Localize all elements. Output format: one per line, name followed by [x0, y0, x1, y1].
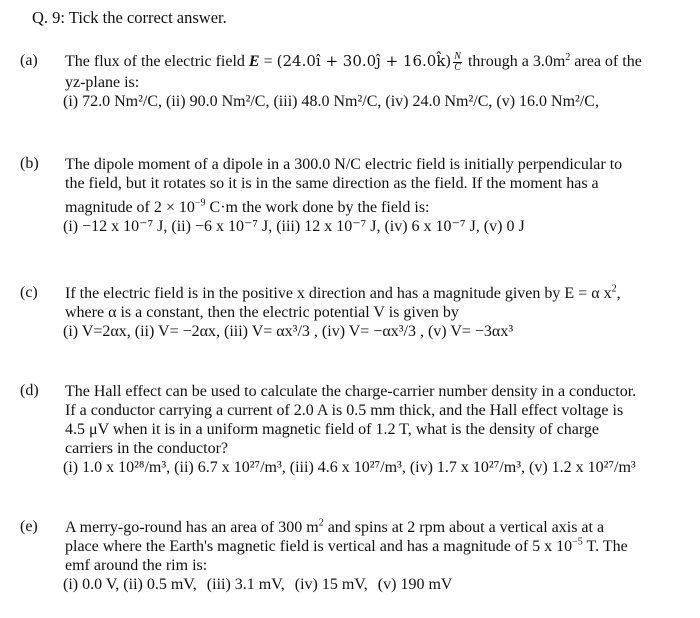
question-d-text	[65, 382, 690, 477]
question-e-line1-pre: A merry-go-round has an area of 300 m	[65, 519, 319, 536]
question-b-line2: the field, but it rotates so it is in the same direction as the field. If the moment has a	[65, 175, 599, 192]
question-c-line1	[65, 284, 690, 303]
question-d-line3: 4.5 μV when it is in a uniform magnetic field of 1.2 T, what is the density of charge	[65, 421, 599, 438]
field-exponent-e: −5	[572, 536, 583, 548]
question-a-line1-post: through a 3.0m	[463, 53, 566, 71]
question-a-line2: yz-plane is:	[65, 74, 140, 91]
question-e-line2	[65, 537, 690, 556]
question-c-label: (c)	[20, 284, 38, 301]
question-b-options: (i) −12 x 10⁻⁷ J, (ii) −6 x 10⁻⁷ J, (iii) 12 x 10⁻⁷ J, (iv) 6 x 10⁻⁷ J, (v) 0 J	[63, 218, 525, 235]
question-e-option-iii: (iii) 3.1 mV,	[206, 576, 285, 593]
question-d-line4: carriers in the conductor?	[65, 440, 229, 457]
question-d-line1: The Hall effect can be used to calculate the charge-carrier number density in a conductor.	[65, 383, 637, 400]
question-a-line1	[65, 52, 690, 73]
question-c-line1-pre: If the electric field is in the positive x direction and has a magnitude given by E = α x	[65, 285, 612, 302]
equals-sign: =	[259, 53, 277, 71]
question-a-options: (i) 72.0 Nm²/C, (ii) 90.0 Nm²/C, (iii) 48.0 Nm²/C, (iv) 24.0 Nm²/C, (v) 16.0 Nm²/C,	[63, 93, 599, 110]
question-e-options	[63, 575, 690, 594]
question-e-line3: emf around the rim is:	[65, 557, 208, 574]
question-b-line3-pre: magnitude of 2 × 10	[65, 199, 195, 216]
question-b-line3	[65, 198, 690, 217]
field-exponent: 2	[611, 283, 617, 295]
question-a-text	[65, 52, 690, 111]
question-c-line1-post: ,	[616, 285, 621, 302]
question-d-options: (i) 1.0 x 10²⁸/m³, (ii) 6.7 x 10²⁷/m³, (iii) 4.6 x 10²⁷/m³, (iv) 1.7 x 10²⁷/m³, (v) 1.2 x 10²⁷/m³	[63, 459, 636, 476]
area-exponent-e: 2	[318, 517, 324, 529]
question-e-line1-post: and spins at 2 rpm about a vertical axis at a	[323, 519, 605, 536]
question-d-label: (d)	[20, 382, 39, 399]
question-e-line2-pre: place where the Earth's magnetic field is vertical and has a magnitude of 5 x 10	[65, 538, 573, 555]
question-e-option-iv: (iv) 15 mV,	[294, 576, 368, 593]
question-header: Q. 9: Tick the correct answer.	[32, 8, 227, 27]
question-b-line1: The dipole moment of a dipole in a 300.0 N/C electric field is initially perpendicular to	[65, 156, 623, 173]
question-e-option-group-1: (i) 0.0 V, (ii) 0.5 mV,	[63, 576, 197, 593]
question-c-text	[65, 284, 690, 341]
question-b-line3-post: C·m the work done by the field is:	[205, 199, 430, 216]
question-e-text	[65, 518, 690, 594]
question-e-line2-post: T. The	[582, 538, 628, 555]
field-vector: (24.0î + 30.0ĵ + 16.0k̂)	[276, 52, 452, 71]
question-a-label: (a)	[20, 52, 38, 69]
fraction-denominator: C	[454, 62, 461, 73]
fraction-numerator: N	[454, 51, 461, 62]
units-fraction	[453, 52, 462, 73]
question-c-line2: where α is a constant, then the electric potential V is given by	[65, 304, 459, 321]
question-e-line1	[65, 518, 690, 537]
question-e-label: (e)	[20, 518, 38, 535]
question-a-line1-end: area of the	[570, 53, 642, 71]
question-b-label: (b)	[20, 155, 39, 172]
question-b-text	[65, 155, 690, 236]
question-c-options: (i) V=2αx, (ii) V= −2αx, (iii) V= αx³/3 , (iv) V= −αx³/3 , (v) V= −3αx³	[63, 323, 514, 340]
dipole-exponent: −9	[194, 197, 206, 209]
question-e-option-v: (v) 190 mV	[377, 576, 453, 593]
question-a-line1-pre: The flux of the electric field	[65, 53, 249, 71]
area-exponent: 2	[565, 51, 571, 63]
question-d-line2: If a conductor carrying a current of 2.0 A is 0.5 mm thick, and the Hall effect voltage is	[65, 402, 624, 419]
field-symbol: E	[248, 53, 260, 71]
